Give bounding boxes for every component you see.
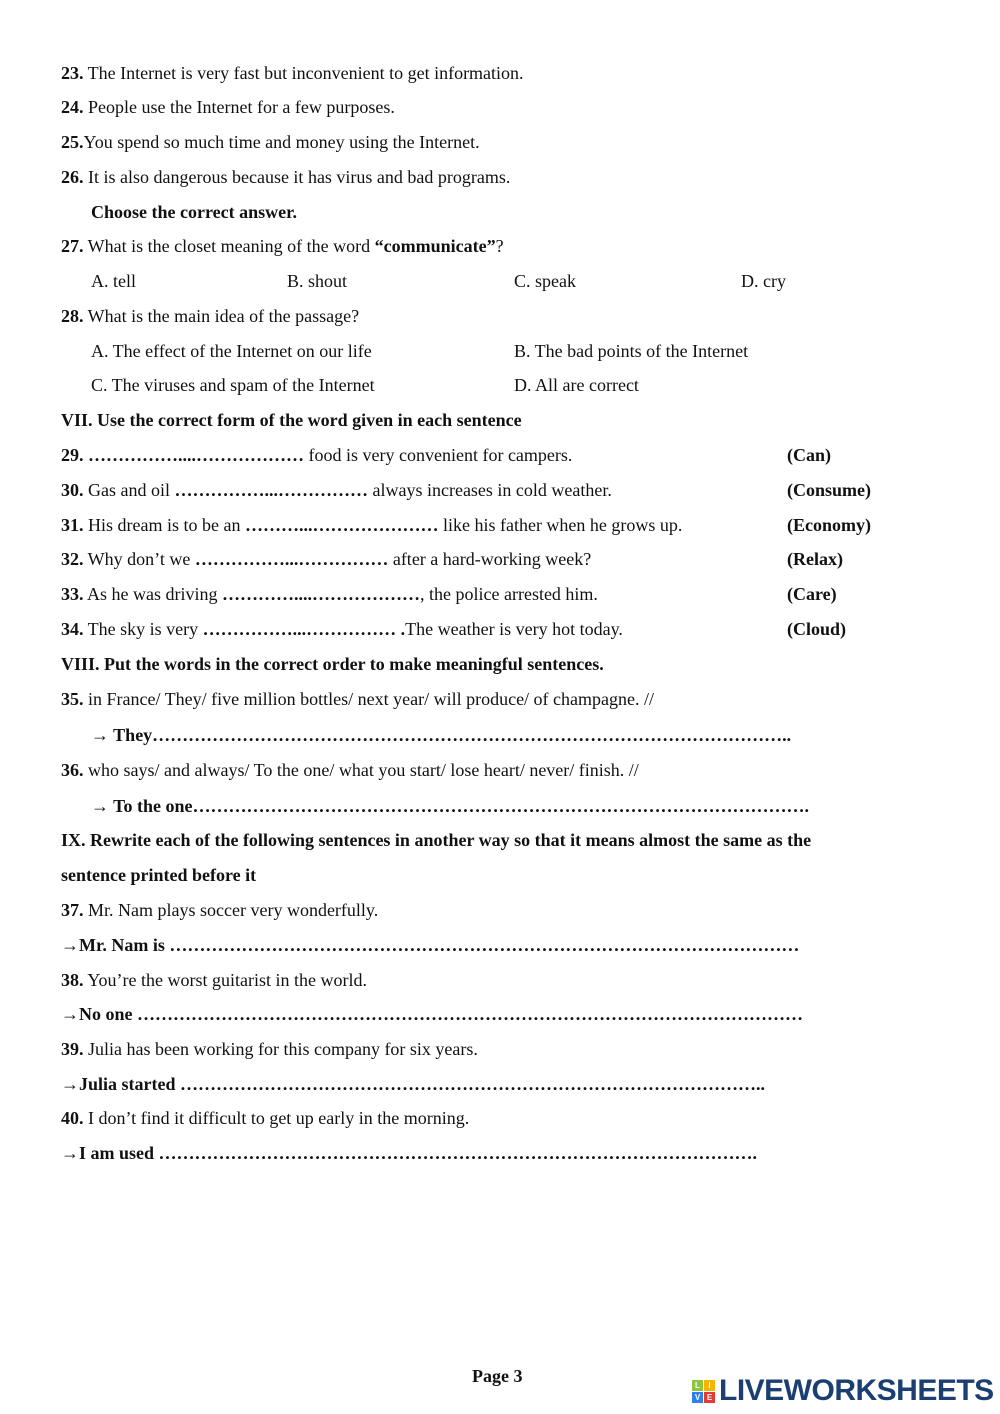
option-d[interactable]: D. All are correct (514, 375, 639, 395)
question-40: 40. I don’t find it difficult to get up early in the morning. (61, 1108, 470, 1128)
answer-blank[interactable]: ……………...…………… (174, 480, 373, 500)
options-27 (0, 264, 1000, 299)
answer-blank[interactable]: ……………....……………… (83, 445, 309, 465)
question-30: 30. Gas and oil ……………...…………… always increases in cold weather. (Consume) (0, 473, 1000, 508)
question-37: 37. Mr. Nam plays soccer very wonderfully. (61, 900, 379, 920)
section-vii-heading: VII. Use the correct form of the word given in each sentence (61, 410, 522, 430)
answer-38[interactable]: →No one ………………………………………………………………………………………………… (61, 1004, 803, 1024)
question-27: 27. What is the closet meaning of the word “communicate”? (61, 236, 504, 256)
page-number: Page 3 (472, 1366, 523, 1386)
section-viii-heading: VIII. Put the words in the correct order to make meaningful sentences. (61, 654, 604, 674)
option-c[interactable]: C. The viruses and spam of the Internet (91, 375, 375, 395)
question-28: 28. What is the main idea of the passage? (61, 306, 360, 326)
question-29: 29. ……………....……………… food is very convenient for campers. (Can) (0, 438, 1000, 473)
choose-instruction: Choose the correct answer. (91, 202, 297, 222)
question-33: 33. As he was driving …………....………………, the police arrested him. (Care) (0, 577, 1000, 612)
liveworksheets-logo[interactable] (692, 1374, 994, 1408)
answer-blank[interactable]: …………....……………… (222, 584, 420, 604)
answer-blank[interactable]: ……………...…………… (194, 549, 393, 569)
word-hint: (Relax) (787, 549, 843, 569)
question-25: 25.You spend so much time and money using the Internet. (61, 132, 480, 152)
question-32: 32. Why don’t we ……………...…………… after a hard-working week? (Relax) (0, 542, 1000, 577)
option-b[interactable]: B. The bad points of the Internet (514, 341, 749, 361)
word-hint: (Cloud) (787, 619, 847, 639)
question-36: 36. who says/ and always/ To the one/ what you start/ lose heart/ never/ finish. // (61, 760, 639, 780)
option-b[interactable]: B. shout (287, 271, 348, 291)
section-ix-heading: IX. Rewrite each of the following sentences in another way so that it means almost the same as the (61, 830, 812, 850)
option-a[interactable]: A. tell (91, 271, 136, 291)
section-ix-heading-cont: sentence printed before it (61, 865, 257, 885)
answer-36[interactable]: → To the one…………………………………………………………………………………………. (91, 796, 810, 816)
question-34: 34. The sky is very ……………...…………… .The weather is very hot today. (Cloud) (0, 612, 1000, 647)
answer-blank[interactable]: ………...………………… (244, 515, 443, 535)
logo-text: LIVEWORKSHEETS (719, 1374, 994, 1407)
option-d[interactable]: D. cry (741, 271, 786, 291)
option-a[interactable]: A. The effect of the Internet on our life (91, 341, 372, 361)
question-39: 39. Julia has been working for this company for six years. (61, 1039, 478, 1059)
options-28-row2 (0, 368, 1000, 403)
question-23: 23. The Internet is very fast but inconvenient to get information. (61, 63, 524, 83)
answer-39[interactable]: →Julia started …………………………………………………………………………………….. (61, 1074, 765, 1094)
word-hint: (Economy) (787, 515, 871, 535)
word-hint: (Consume) (787, 480, 871, 500)
live-blocks-icon: L I V E (692, 1380, 715, 1403)
word-hint: (Care) (787, 584, 837, 604)
question-26: 26. It is also dangerous because it has virus and bad programs. (61, 167, 511, 187)
question-24: 24. People use the Internet for a few purposes. (61, 97, 395, 117)
word-hint: (Can) (787, 445, 831, 465)
question-35: 35. in France/ They/ five million bottles/ next year/ will produce/ of champagne. // (61, 689, 655, 709)
answer-35[interactable]: → They…………………………………………………………………………………………….. (91, 725, 792, 745)
options-28-row1 (0, 334, 1000, 369)
question-31: 31. His dream is to be an ………...………………… like his father when he grows up. (Economy) (0, 508, 1000, 543)
option-c[interactable]: C. speak (514, 271, 576, 291)
answer-40[interactable]: →I am used ………………………………………………………………………………………. (61, 1143, 758, 1163)
question-38: 38. You’re the worst guitarist in the world. (61, 970, 367, 990)
answer-blank[interactable]: ……………...…………… . (202, 619, 406, 639)
answer-37[interactable]: →Mr. Nam is …………………………………………………………………………………………… (61, 935, 800, 955)
